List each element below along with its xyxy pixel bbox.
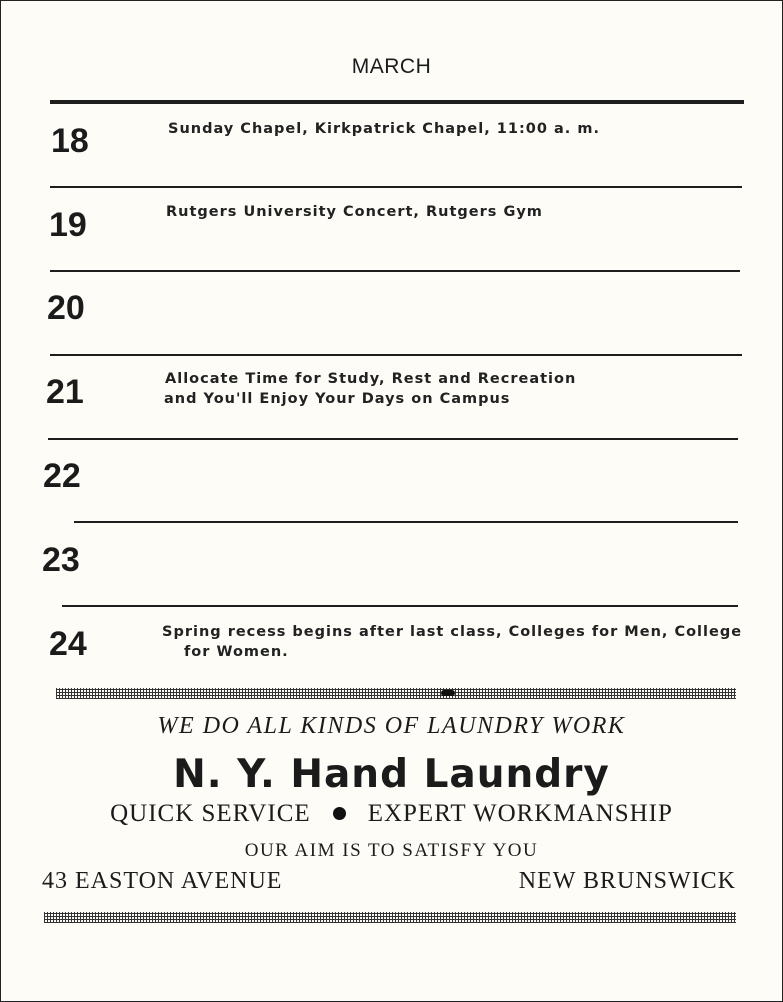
event-text: and You'll Enjoy Your Days on Campus [164,391,511,407]
day-number: 23 [42,541,80,579]
business-name: N. Y. Hand Laundry [173,752,610,797]
ad-aim: OUR AIM IS TO SATISFY YOU [244,840,539,861]
event-text: Sunday Chapel, Kirkpatrick Chapel, 11:00 a. m. [168,121,600,137]
ornamental-border-bottom [44,912,736,923]
day-number: 22 [43,457,81,495]
divider-rule [62,605,738,607]
event-text: for Women. [184,644,289,660]
ornament-mark [441,690,455,696]
event-text: Rutgers University Concert, Rutgers Gym [166,204,543,220]
month-title: MARCH [351,55,432,78]
day-number: 19 [49,206,87,244]
ad-city: NEW BRUNSWICK [518,868,736,894]
services-line [0,800,783,828]
day-number: 18 [51,122,89,160]
day-number: 24 [49,625,87,663]
ornamental-border-top [56,688,736,699]
divider-rule [48,438,738,440]
event-text: Spring recess begins after last class, Colleges for Men, College [162,624,743,640]
day-number: 21 [46,373,84,411]
service-quick: QUICK SERVICE [110,800,311,827]
divider-rule [50,186,742,188]
ad-address: 43 EASTON AVENUE [42,868,283,894]
ad-tagline: WE DO ALL KINDS OF LAUNDRY WORK [157,713,626,739]
divider-rule [74,521,738,523]
service-expert: EXPERT WORKMANSHIP [367,800,673,827]
event-text: Allocate Time for Study, Rest and Recreation [165,371,577,387]
bullet-icon [333,807,346,820]
divider-rule [50,270,740,272]
day-number: 20 [47,289,85,327]
divider-rule [50,100,744,104]
divider-rule [50,354,742,356]
